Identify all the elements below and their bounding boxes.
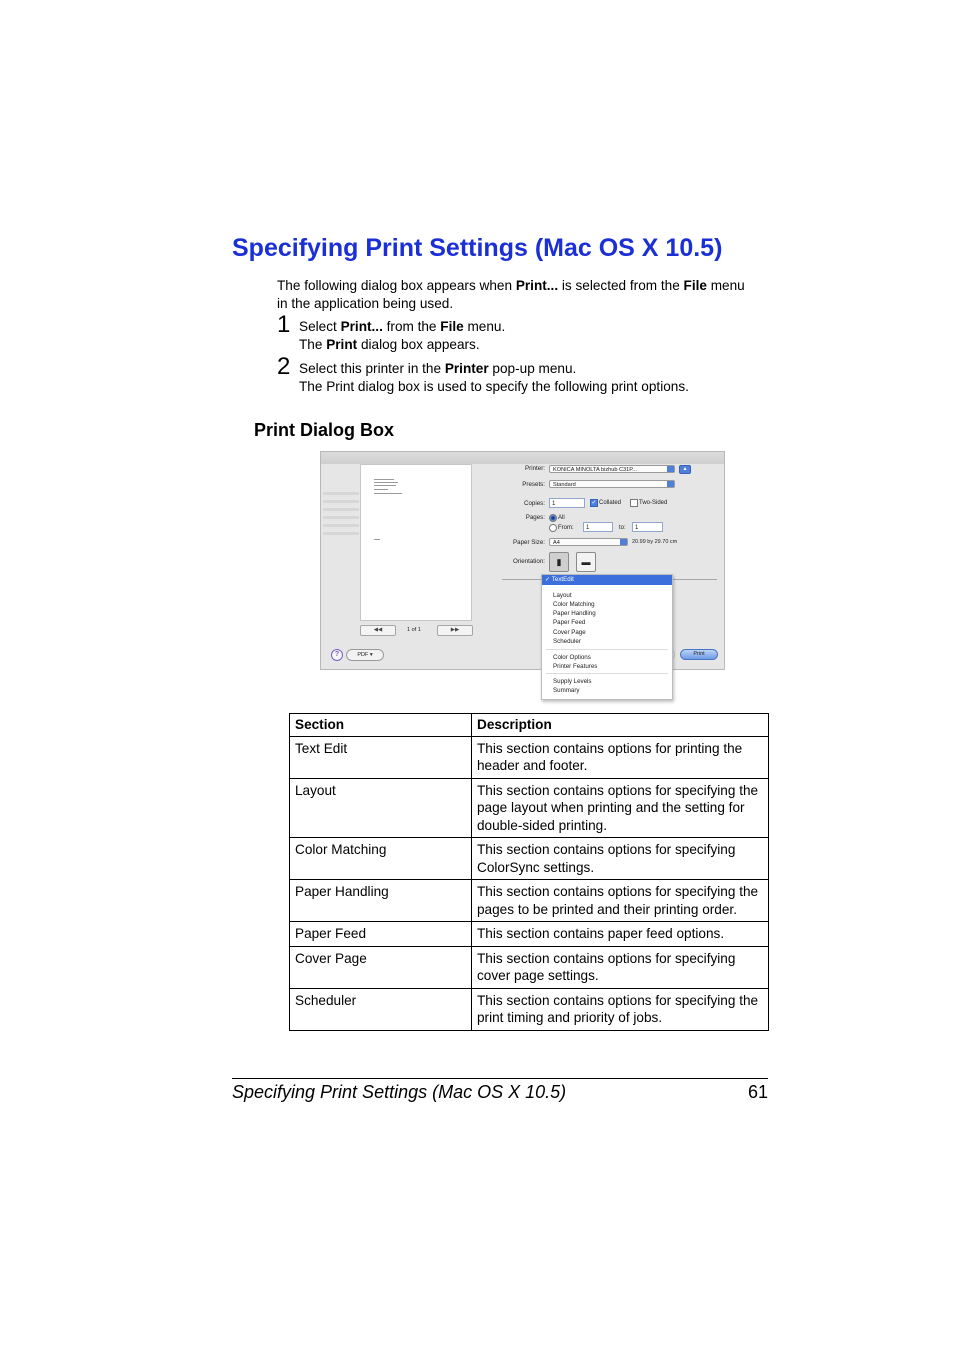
orientation-label: Orientation: (513, 558, 545, 565)
menu-separator (546, 649, 668, 650)
presets-label: Presets: (522, 481, 545, 488)
to-input[interactable]: 1 (632, 522, 663, 532)
step-1-text: Select Print... from the File menu. (299, 319, 506, 334)
step-2-result: The Print dialog box is used to specify the following print options. (299, 379, 689, 394)
from-label: From: (558, 525, 574, 531)
step-number: 1 (277, 311, 291, 338)
description-column-header: Description (472, 714, 769, 737)
description-cell: This section contains paper feed options. (472, 922, 769, 947)
page-title: Specifying Print Settings (Mac OS X 10.5) (232, 234, 723, 262)
collated-label: Collated (599, 500, 622, 506)
pages-range-radio[interactable] (549, 524, 557, 532)
section-cell: Scheduler (290, 988, 472, 1030)
pages-all-radio[interactable] (549, 514, 557, 522)
pages-all-label: All (558, 515, 565, 521)
portrait-orientation-icon[interactable]: ▮ (549, 552, 569, 572)
help-button[interactable]: ? (331, 649, 343, 661)
table-row (290, 946, 769, 988)
menu-item-paper-feed[interactable]: Paper Feed (553, 619, 586, 626)
table-row (290, 880, 769, 922)
menu-separator (546, 673, 668, 674)
paper-size-popup[interactable]: A4 (549, 538, 628, 546)
footer-rule (232, 1078, 768, 1079)
page-number: 61 (747, 1082, 768, 1102)
popup-arrow-icon (667, 481, 674, 487)
dialog-title-bar (321, 452, 724, 464)
table-row (290, 922, 769, 947)
menu-item-color-matching[interactable]: Color Matching (553, 601, 595, 608)
popup-arrow-icon (620, 539, 627, 545)
menu-item-printer-features[interactable]: Printer Features (553, 663, 598, 670)
menu-item-scheduler[interactable]: Scheduler (553, 638, 581, 645)
description-cell: This section contains options for printing the header and footer. (472, 736, 769, 778)
background-window-ghost (323, 492, 359, 540)
pages-label: Pages: (525, 514, 545, 521)
section-cell: Cover Page (290, 946, 472, 988)
printer-label: Printer: (525, 465, 545, 472)
table-header-row (290, 714, 769, 737)
section-cell: Paper Handling (290, 880, 472, 922)
step-1-result: The Print dialog box appears. (299, 337, 480, 352)
popup-arrow-icon (667, 466, 674, 472)
to-label: to: (619, 525, 626, 531)
page-count: 1 of 1 (407, 627, 421, 633)
table-row (290, 736, 769, 778)
print-options-menu (541, 574, 673, 700)
section-cell: Color Matching (290, 838, 472, 880)
two-sided-label: Two-Sided (639, 500, 668, 506)
description-cell: This section contains options for specifying the print timing and priority of jobs. (472, 988, 769, 1030)
last-page-button[interactable]: ▶▶ (437, 625, 473, 636)
section-column-header: Section (290, 714, 472, 737)
menu-item-textedit[interactable]: ✓ TextEdit (542, 575, 672, 585)
printer-expand-icon[interactable]: ▴ (679, 465, 691, 474)
footer-title: Specifying Print Settings (Mac OS X 10.5) (232, 1082, 567, 1102)
table-row (290, 838, 769, 880)
two-sided-checkbox[interactable] (630, 499, 638, 507)
menu-item-summary[interactable]: Summary (553, 687, 580, 694)
intro-paragraph: The following dialog box appears when Print... is selected from the File menu in the application being used. (277, 278, 745, 311)
section-cell: Layout (290, 778, 472, 838)
menu-item-color-options[interactable]: Color Options (553, 654, 591, 661)
first-page-button[interactable]: ◀◀ (360, 625, 396, 636)
copies-input[interactable]: 1 (549, 498, 585, 508)
description-cell: This section contains options for specifying the pages to be printed and their printing order. (472, 880, 769, 922)
step-2-text: Select this printer in the Printer pop-up menu. (299, 361, 577, 376)
table-row (290, 988, 769, 1030)
table-row (290, 778, 769, 838)
menu-item-cover-page[interactable]: Cover Page (553, 629, 586, 636)
paper-dimensions: 20.99 by 29.70 cm (632, 539, 678, 545)
paper-size-label: Paper Size: (513, 539, 545, 546)
collated-checkbox[interactable]: ✓ (591, 500, 597, 506)
presets-popup[interactable]: Standard (549, 480, 675, 488)
menu-item-paper-handling[interactable]: Paper Handling (553, 610, 596, 617)
description-cell: This section contains options for specifying cover page settings. (472, 946, 769, 988)
copies-label: Copies: (524, 500, 545, 507)
section-cell: Text Edit (290, 736, 472, 778)
description-cell: This section contains options for specifying the page layout when printing and the setting for double-sided printing. (472, 778, 769, 838)
description-cell: This section contains options for specifying ColorSync settings. (472, 838, 769, 880)
landscape-orientation-icon[interactable]: ▬ (576, 552, 596, 572)
pdf-button[interactable]: PDF ▾ (346, 649, 384, 661)
page-preview (360, 464, 472, 621)
menu-item-layout[interactable]: Layout (553, 592, 572, 599)
section-heading: Print Dialog Box (254, 420, 395, 440)
menu-item-supply-levels[interactable]: Supply Levels (553, 678, 592, 685)
from-input[interactable]: 1 (583, 522, 613, 532)
printer-popup[interactable]: KONICA MINOLTA bizhub C31P... (549, 465, 675, 473)
section-description-table (289, 713, 769, 1031)
section-cell: Paper Feed (290, 922, 472, 947)
print-button[interactable]: Print (680, 649, 718, 660)
step-number: 2 (277, 353, 291, 380)
